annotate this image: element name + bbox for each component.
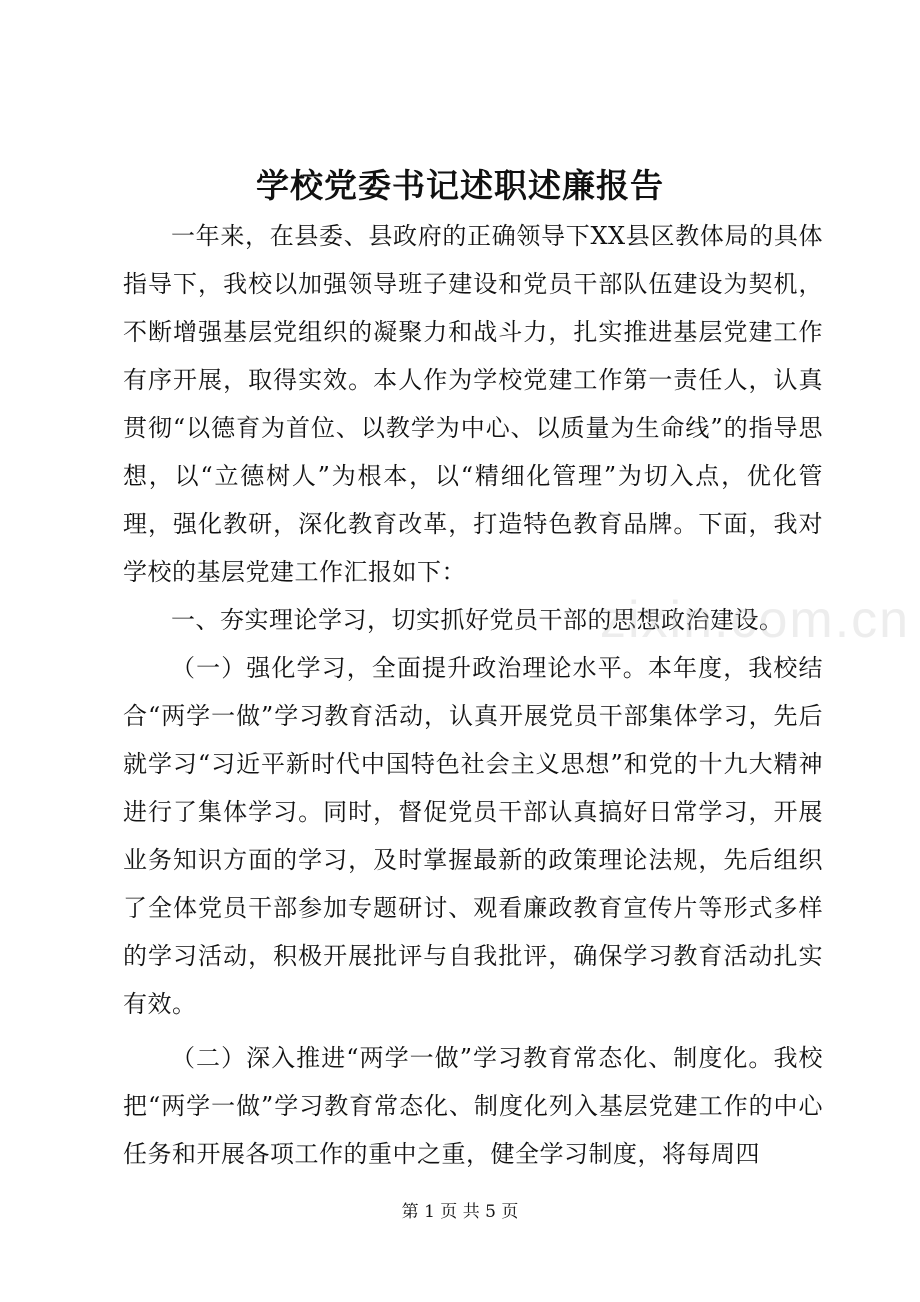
paragraph-item-1: （一）强化学习，全面提升政治理论水平。本年度，我校结合“两学一做”学习教育活动，认真开展党员干部集体学习，先后就学习“习近平新时代中国特色社会主义思想”和党的十九大精神进行了集体学习。同时，督促党员干部认真搞好日常学习，开展业务知识方面的学习，及时掌握最新的政策理论法规，先后组织了全体党员干部参加专题研讨、观看廉政教育宣传片等形式多样的学习活动，积极开展批评与自我批评，确保学习教育活动扎实有效。 (123, 654, 823, 1018)
watermark: zixin.com.cn (600, 591, 911, 649)
paragraph-item-2: （二）深入推进“两学一做”学习教育常态化、制度化。我校把“两学一做”学习教育常态化、制度化列入基层党建工作的中心任务和开展各项工作的重中之重，健全学习制度，将每周四 (123, 1044, 823, 1168)
document-title: 学校党委书记述职述廉报告 (256, 166, 664, 205)
page-footer: 第 1 页 共 5 页 (401, 1202, 519, 1222)
document-body (123, 212, 823, 1178)
paragraph-section-heading: 一、夯实理论学习，切实抓好党员干部的思想政治建设。 (171, 606, 784, 634)
paragraph-intro: 一年来，在县委、县政府的正确领导下XX县区教体局的具体指导下，我校以加强领导班子建设和党员干部队伍建设为契机，不断增强基层党组织的凝聚力和战斗力，扎实推进基层党建工作有序开展，取得实效。本人作为学校党建工作第一责任人，认真贯彻“以德育为首位、以教学为中心、以质量为生命线”的指导思想，以“立德树人”为根本，以“精细化管理”为切入点，优化管理，强化教研，深化教育改革，打造特色教育品牌。下面，我对学校的基层党建工作汇报如下： (123, 222, 823, 586)
